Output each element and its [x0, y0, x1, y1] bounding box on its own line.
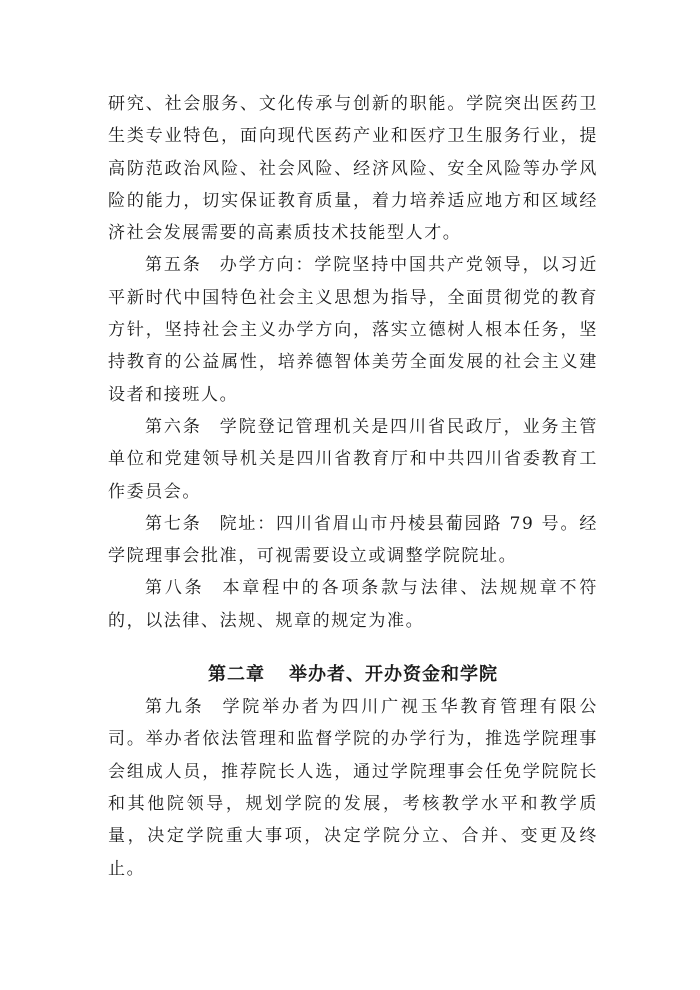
article-number: 第七条 [145, 513, 202, 534]
chapter-title: 举办者、开办资金和学院 [289, 664, 498, 686]
paragraph-continuation [108, 88, 598, 249]
article-number: 第八条 [145, 578, 205, 599]
article-6-paragraph [108, 411, 598, 508]
article-text: 院址：四川省眉山市丹棱县葡园路 79 号。经学院理事会批准，可视需要设立或调整学院院址。 [108, 513, 598, 567]
document-page [108, 88, 598, 885]
chapter-number: 第二章 [208, 664, 265, 686]
article-8-paragraph [108, 572, 598, 637]
article-number: 第六条 [145, 416, 202, 437]
article-text: 办学方向：学院坚持中国共产党领导，以习近平新时代中国特色社会主义思想为指导，全面贯彻党的教育方针，坚持社会主义办学方向，落实立德树人根本任务，坚持教育的公益属性，培养德智体美劳全面发展的社会主义建设者和接班人。 [108, 255, 598, 405]
article-9-paragraph [108, 691, 598, 885]
chapter-heading [108, 659, 598, 691]
article-text: 学院举办者为四川广视玉华教育管理有限公司。举办者依法管理和监督学院的办学行为，推选学院理事会组成人员，推荐院长人选，通过学院理事会任免学院院长和其他院领导，规划学院的发展，考核教学水平和教学质量，决定学院重大事项，决定学院分立、合并、变更及终止。 [108, 697, 598, 879]
paragraph-text: 研究、社会服务、文化传承与创新的职能。学院突出医药卫生类专业特色，面向现代医药产业和医疗卫生服务行业，提高防范政治风险、社会风险、经济风险、安全风险等办学风险的能力，切实保证教育质量，着力培养适应地方和区域经济社会发展需要的高素质技术技能型人才。 [108, 94, 598, 244]
article-text: 本章程中的各项条款与法律、法规规章不符的，以法律、法规、规章的规定为准。 [108, 578, 598, 631]
article-7-paragraph [108, 508, 598, 573]
article-number: 第五条 [145, 255, 202, 276]
article-text: 学院登记管理机关是四川省民政厅，业务主管单位和党建领导机关是四川省教育厅和中共四川省委教育工作委员会。 [108, 416, 598, 502]
article-5-paragraph [108, 249, 598, 410]
article-number: 第九条 [145, 697, 205, 718]
